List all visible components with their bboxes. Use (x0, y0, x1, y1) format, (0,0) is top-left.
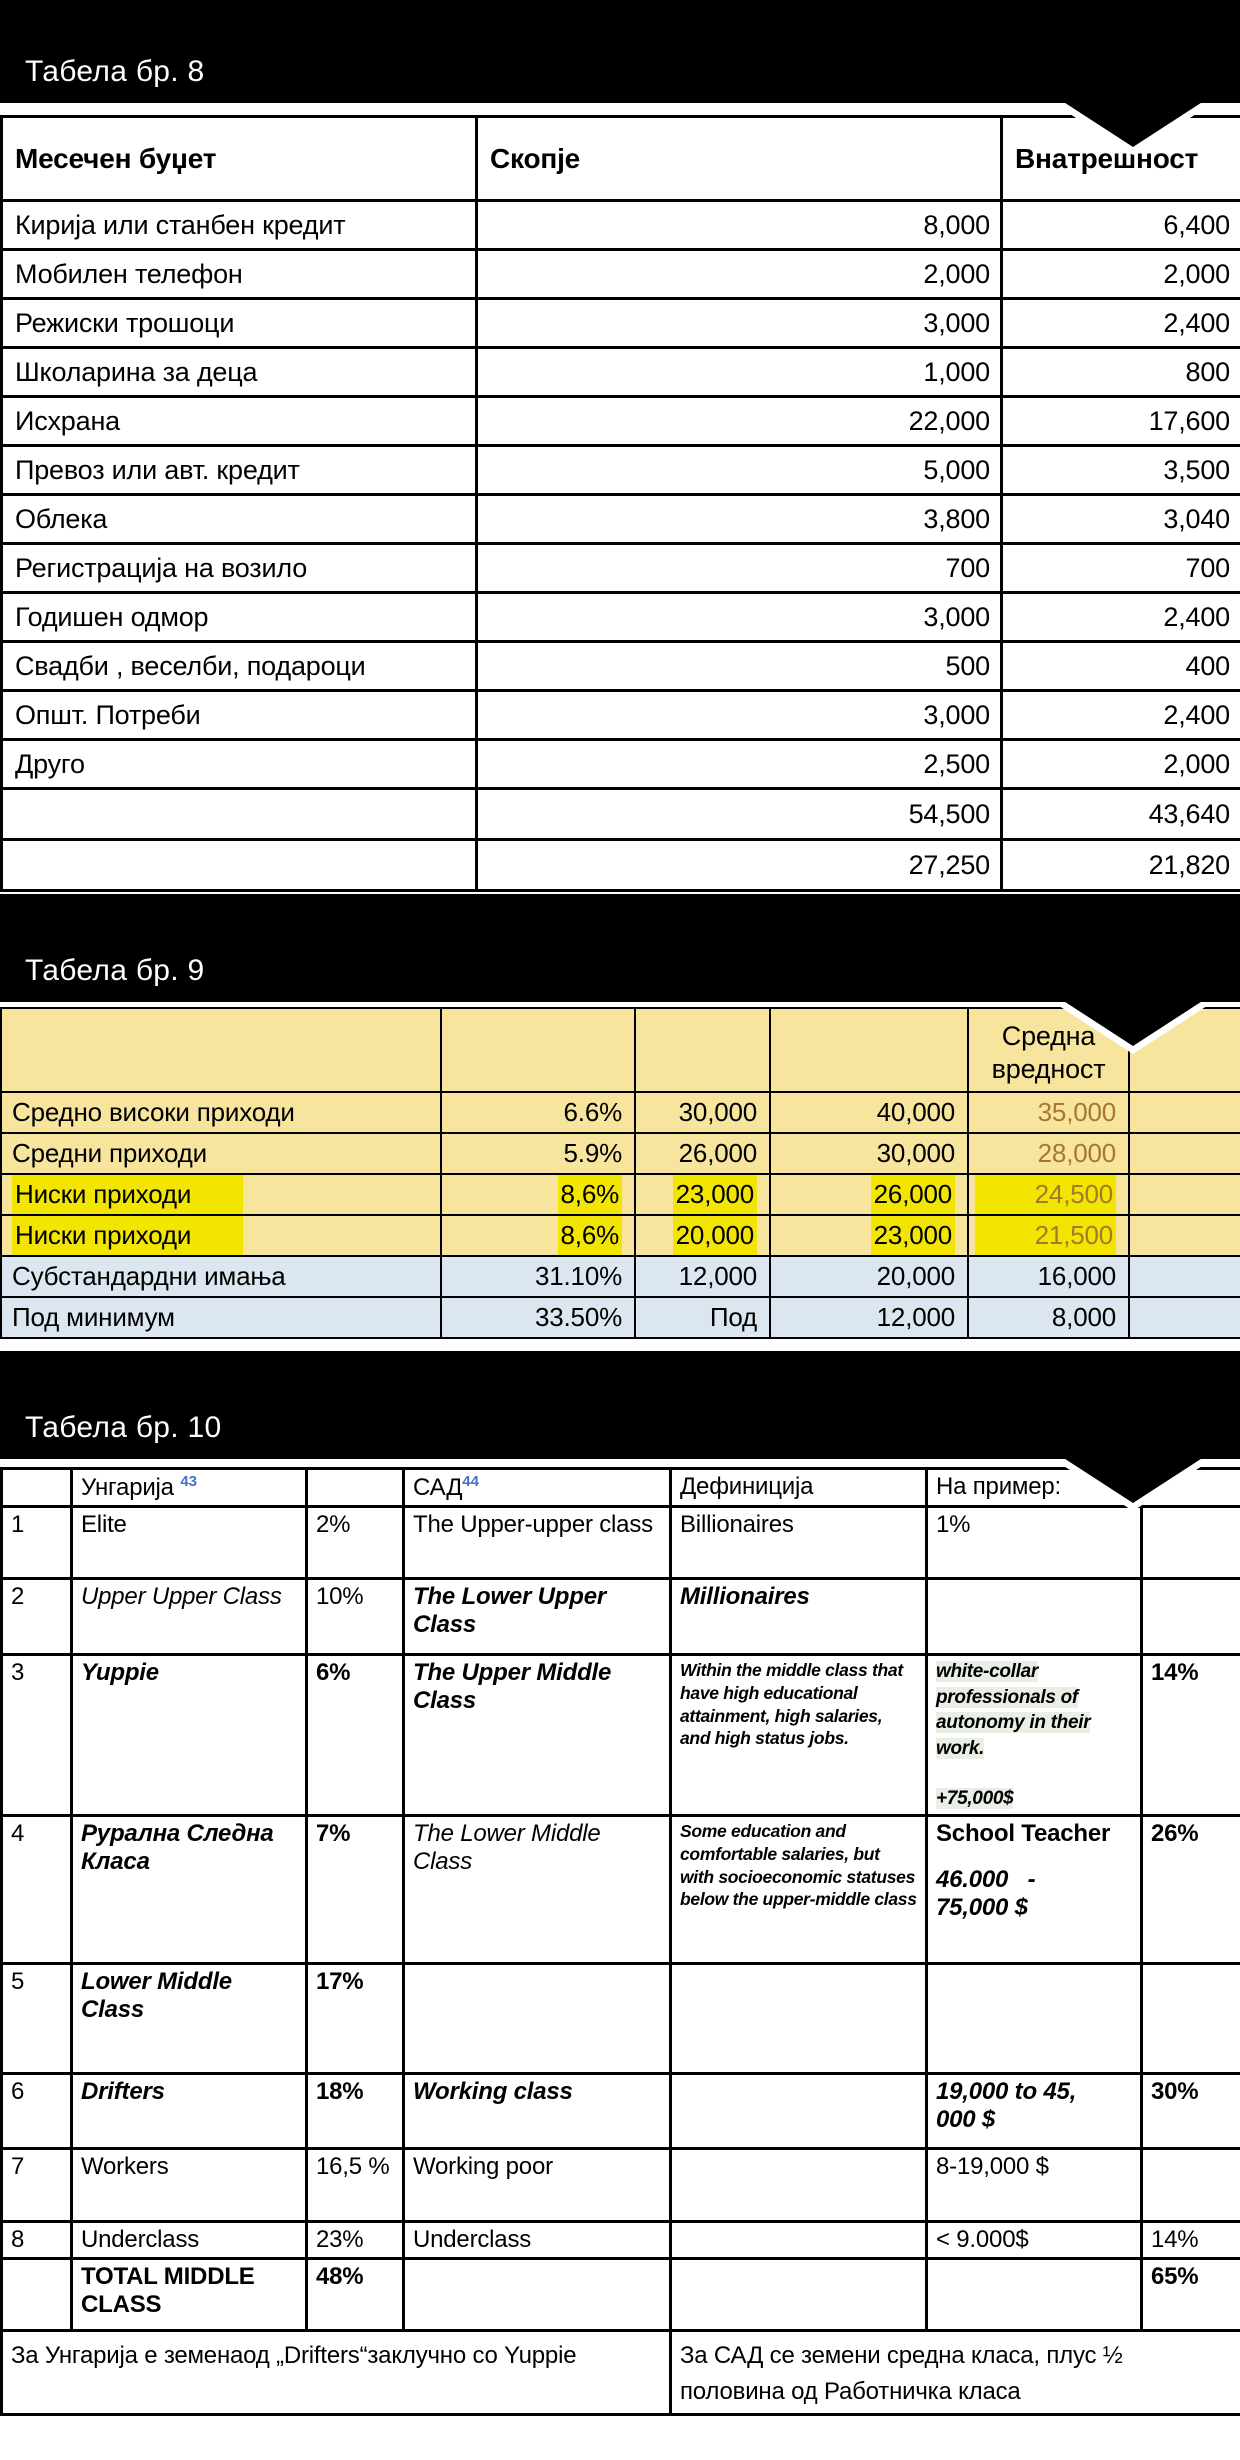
percent-value (441, 1174, 635, 1215)
table10-header-hungary (72, 1469, 307, 1507)
hungary-percent: 16,5 % (307, 2149, 404, 2222)
table-8-banner-title: Табела бр. 8 (25, 55, 205, 88)
example-line: School Teacher (936, 1820, 1111, 1848)
interior-total: 43,640 (1002, 789, 1240, 840)
example (927, 1816, 1142, 1964)
usa-class: The Upper Middle Class (404, 1655, 671, 1816)
usa-percent: 30% (1142, 2074, 1240, 2149)
yellow-highlight: 23,000 (871, 1216, 955, 1255)
interior-value: 3,040 (1002, 495, 1240, 544)
interior-value: 700 (1002, 544, 1240, 593)
empty-cell (1129, 1174, 1240, 1215)
usa-footnote: За САД се земени средна класа, плус ½ половина од Работничка класа (671, 2331, 1240, 2415)
expense-label: Општ. Потреби (2, 691, 477, 740)
class-row (2, 1507, 1240, 1579)
interior-value: 17,600 (1002, 397, 1240, 446)
high-value: 12,000 (770, 1297, 968, 1338)
yellow-highlight: Ниски приходи (12, 1216, 243, 1255)
expense-label: Регистрација на возило (2, 544, 477, 593)
table-row (2, 544, 1240, 593)
usa-class: Working poor (404, 2149, 671, 2222)
table-row (1, 1133, 1240, 1174)
yellow-highlight: 26,000 (871, 1175, 955, 1214)
footnote-ref-44[interactable]: 44 (462, 1473, 479, 1490)
skopje-value: 5,000 (477, 446, 1002, 495)
table-row (2, 740, 1240, 789)
hungary-percent: 48% (307, 2259, 404, 2331)
usa-class: Underclass (404, 2222, 671, 2259)
table-10-banner-title: Табела бр. 10 (25, 1411, 222, 1444)
skopje-value: 3,000 (477, 299, 1002, 348)
interior-half-total: 21,820 (1002, 840, 1240, 891)
hungary-class: Рурална Следна Класа (72, 1816, 307, 1964)
hungary-class: Workers (72, 2149, 307, 2222)
empty-cell (2, 840, 477, 891)
expense-label: Школарина за деца (2, 348, 477, 397)
percent-value: 31.10% (441, 1256, 635, 1297)
usa-class (404, 1964, 671, 2074)
income-group-label (1, 1215, 441, 1256)
table10-header-usa (404, 1469, 671, 1507)
low-value (635, 1174, 770, 1215)
expense-label: Превоз или авт. кредит (2, 446, 477, 495)
total-middle-class-row (2, 2259, 1240, 2331)
table-row (2, 642, 1240, 691)
hungary-class: Drifters (72, 2074, 307, 2149)
table9-header-average: Средна вредност (968, 1008, 1129, 1092)
skopje-value: 8,000 (477, 201, 1002, 250)
skopje-value: 500 (477, 642, 1002, 691)
high-value: 20,000 (770, 1256, 968, 1297)
table-row (1, 1092, 1240, 1133)
row-number: 2 (2, 1579, 72, 1655)
yellow-highlight: 8,6% (558, 1216, 622, 1255)
income-group-label: Субстандардни имања (1, 1256, 441, 1297)
footnote-ref-43[interactable]: 43 (180, 1473, 197, 1490)
arrow-pointer-icon (1059, 1455, 1207, 1503)
example (927, 2074, 1142, 2149)
usa-class: The Lower Middle Class (404, 1816, 671, 1964)
yellow-highlight: 23,000 (673, 1175, 757, 1214)
table8-header-budget: Месечен буџет (2, 117, 477, 201)
interior-value: 2,000 (1002, 250, 1240, 299)
class-row (2, 1579, 1240, 1655)
table-8-banner (0, 0, 1240, 103)
average-value: 35,000 (968, 1092, 1129, 1133)
usa-class (404, 2259, 671, 2331)
arrow-pointer-icon (1059, 99, 1207, 147)
expense-label: Годишен одмор (2, 593, 477, 642)
usa-percent (1142, 1507, 1240, 1579)
hungary-class: TOTAL MIDDLE CLASS (72, 2259, 307, 2331)
row-number: 8 (2, 2222, 72, 2259)
example: 1% (927, 1507, 1142, 1579)
skopje-half-total: 27,250 (477, 840, 1002, 891)
definition (671, 2074, 927, 2149)
table8-header-interior: Внатрешност (1002, 117, 1240, 201)
usa-percent (1142, 1579, 1240, 1655)
green-highlight: +75,000$ (936, 1787, 1014, 1809)
percent-value: 33.50% (441, 1297, 635, 1338)
row-number: 5 (2, 1964, 72, 2074)
high-value (770, 1215, 968, 1256)
empty-cell (1129, 1256, 1240, 1297)
total-row (2, 789, 1240, 840)
expense-label: Друго (2, 740, 477, 789)
row-number: 4 (2, 1816, 72, 1964)
hungary-class: Underclass (72, 2222, 307, 2259)
definition (671, 2149, 927, 2222)
average-value: 16,000 (968, 1256, 1129, 1297)
usa-percent: 65% (1142, 2259, 1240, 2331)
income-group-label: Под минимум (1, 1297, 441, 1338)
example: < 9.000$ (927, 2222, 1142, 2259)
usa-class: The Upper-upper class (404, 1507, 671, 1579)
hungary-class: Elite (72, 1507, 307, 1579)
low-value: 12,000 (635, 1256, 770, 1297)
income-groups-table (0, 1007, 1240, 1339)
expense-label: Свадби , веселби, подароци (2, 642, 477, 691)
empty-cell (1129, 1092, 1240, 1133)
skopje-value: 3,000 (477, 691, 1002, 740)
high-value (770, 1174, 968, 1215)
average-value: 8,000 (968, 1297, 1129, 1338)
empty-cell (2, 789, 477, 840)
example (927, 2259, 1142, 2331)
yellow-highlight: Ниски приходи (12, 1175, 243, 1214)
hungary-percent: 2% (307, 1507, 404, 1579)
example (927, 1579, 1142, 1655)
hungary-percent: 23% (307, 2222, 404, 2259)
green-highlight: white-collar professionals of autonomy in their work. (936, 1661, 1091, 1759)
table-row (2, 201, 1240, 250)
low-value: Под (635, 1297, 770, 1338)
empty-header-cell (307, 1469, 404, 1507)
low-value: 26,000 (635, 1133, 770, 1174)
expense-label: Облека (2, 495, 477, 544)
table-row-highlighted (1, 1215, 1240, 1256)
example (927, 1964, 1142, 2074)
definition: Some education and comfortable salaries, but with socioeconomic statuses below the upper-middle class (671, 1816, 927, 1964)
skopje-total: 54,500 (477, 789, 1002, 840)
example-line: 000 $ (936, 2106, 996, 2134)
hungary-footnote: За Унгарија е земенаод „Drifters“заклучно со Yuppie (2, 2331, 671, 2415)
usa-percent: 26% (1142, 1816, 1240, 1964)
table-row-blue (1, 1256, 1240, 1297)
average-value (968, 1174, 1129, 1215)
yellow-highlight: 8,6% (558, 1175, 622, 1214)
example-line: 46.000 - (936, 1866, 1036, 1894)
empty-header-cell (770, 1008, 968, 1092)
usa-percent: 14% (1142, 2222, 1240, 2259)
class-row (2, 1816, 1240, 1964)
interior-value: 2,400 (1002, 691, 1240, 740)
class-row (2, 2222, 1240, 2259)
expense-label: Мобилен телефон (2, 250, 477, 299)
interior-value: 2,000 (1002, 740, 1240, 789)
row-number: 1 (2, 1507, 72, 1579)
hungary-percent: 17% (307, 1964, 404, 2074)
hungary-percent: 6% (307, 1655, 404, 1816)
hungary-percent: 10% (307, 1579, 404, 1655)
percent-value: 5.9% (441, 1133, 635, 1174)
definition: Within the middle class that have high educational attainment, high salaries, and high status jobs. (671, 1655, 927, 1816)
interior-value: 6,400 (1002, 201, 1240, 250)
class-row (2, 1964, 1240, 2074)
usa-class: Working class (404, 2074, 671, 2149)
expense-label: Режиски трошоци (2, 299, 477, 348)
expense-label: Исхрана (2, 397, 477, 446)
percent-value (441, 1215, 635, 1256)
income-group-label: Средно високи приходи (1, 1092, 441, 1133)
usa-percent (1142, 1964, 1240, 2074)
hungary-class: Lower Middle Class (72, 1964, 307, 2074)
skopje-value: 700 (477, 544, 1002, 593)
table10-header-definition: Дефиниција (671, 1469, 927, 1507)
empty-header-cell (1, 1008, 441, 1092)
percent-value: 6.6% (441, 1092, 635, 1133)
table-row (2, 299, 1240, 348)
monthly-budget-table (0, 115, 1240, 892)
table10-footnote-row (2, 2331, 1240, 2415)
empty-cell (1129, 1133, 1240, 1174)
row-number: 3 (2, 1655, 72, 1816)
high-value: 30,000 (770, 1133, 968, 1174)
empty-header-cell (441, 1008, 635, 1092)
interior-value: 2,400 (1002, 299, 1240, 348)
low-value (635, 1215, 770, 1256)
class-row (2, 2074, 1240, 2149)
usa-percent: 14% (1142, 1655, 1240, 1816)
skopje-value: 2,000 (477, 250, 1002, 299)
table-row (2, 397, 1240, 446)
interior-value: 800 (1002, 348, 1240, 397)
row-number: 7 (2, 2149, 72, 2222)
row-number: 6 (2, 2074, 72, 2149)
income-group-label: Средни приходи (1, 1133, 441, 1174)
definition (671, 2259, 927, 2331)
yellow-highlight: 24,500 (975, 1175, 1116, 1214)
empty-cell (1129, 1297, 1240, 1338)
skopje-value: 1,000 (477, 348, 1002, 397)
skopje-value: 22,000 (477, 397, 1002, 446)
table-9-banner (0, 894, 1240, 1002)
usa-class: The Lower Upper Class (404, 1579, 671, 1655)
interior-value: 400 (1002, 642, 1240, 691)
definition (671, 2222, 927, 2259)
table-10-banner (0, 1351, 1240, 1459)
empty-header-cell (2, 1469, 72, 1507)
example-line: 19,000 to 45, (936, 2078, 1077, 2106)
income-group-label (1, 1174, 441, 1215)
table-row (2, 348, 1240, 397)
empty-cell (1129, 1215, 1240, 1256)
high-value: 40,000 (770, 1092, 968, 1133)
hungary-header-label: Унгарија (81, 1474, 181, 1501)
table-row (2, 593, 1240, 642)
empty-header-cell (635, 1008, 770, 1092)
table8-header-skopje: Скопје (477, 117, 1002, 201)
example-line: 75,000 $ (936, 1894, 1028, 1922)
skopje-value: 3,000 (477, 593, 1002, 642)
average-value: 28,000 (968, 1133, 1129, 1174)
definition: Billionaires (671, 1507, 927, 1579)
definition: Millionaires (671, 1579, 927, 1655)
hungary-class: Yuppie (72, 1655, 307, 1816)
hungary-class: Upper Upper Class (72, 1579, 307, 1655)
table-row (2, 691, 1240, 740)
social-classes-table (0, 1467, 1240, 2416)
table-row (2, 495, 1240, 544)
hungary-percent: 7% (307, 1816, 404, 1964)
class-row (2, 1655, 1240, 1816)
table-row-highlighted (1, 1174, 1240, 1215)
example (927, 1655, 1142, 1816)
hungary-percent: 18% (307, 2074, 404, 2149)
average-value (968, 1215, 1129, 1256)
yellow-highlight: 20,000 (673, 1216, 757, 1255)
table-9-banner-title: Табела бр. 9 (25, 954, 205, 987)
half-total-row (2, 840, 1240, 891)
skopje-value: 2,500 (477, 740, 1002, 789)
interior-value: 3,500 (1002, 446, 1240, 495)
usa-percent (1142, 2149, 1240, 2222)
yellow-highlight: 21,500 (975, 1216, 1116, 1255)
expense-label: Кирија или станбен кредит (2, 201, 477, 250)
definition (671, 1964, 927, 2074)
interior-value: 2,400 (1002, 593, 1240, 642)
table-row (2, 446, 1240, 495)
arrow-pointer-icon (1059, 998, 1207, 1046)
row-number (2, 2259, 72, 2331)
example: 8-19,000 $ (927, 2149, 1142, 2222)
table-row-blue (1, 1297, 1240, 1338)
class-row (2, 2149, 1240, 2222)
table-row (2, 250, 1240, 299)
table10-header-example: На пример: (927, 1469, 1142, 1507)
skopje-value: 3,800 (477, 495, 1002, 544)
usa-header-label: САД (413, 1474, 463, 1501)
low-value: 30,000 (635, 1092, 770, 1133)
